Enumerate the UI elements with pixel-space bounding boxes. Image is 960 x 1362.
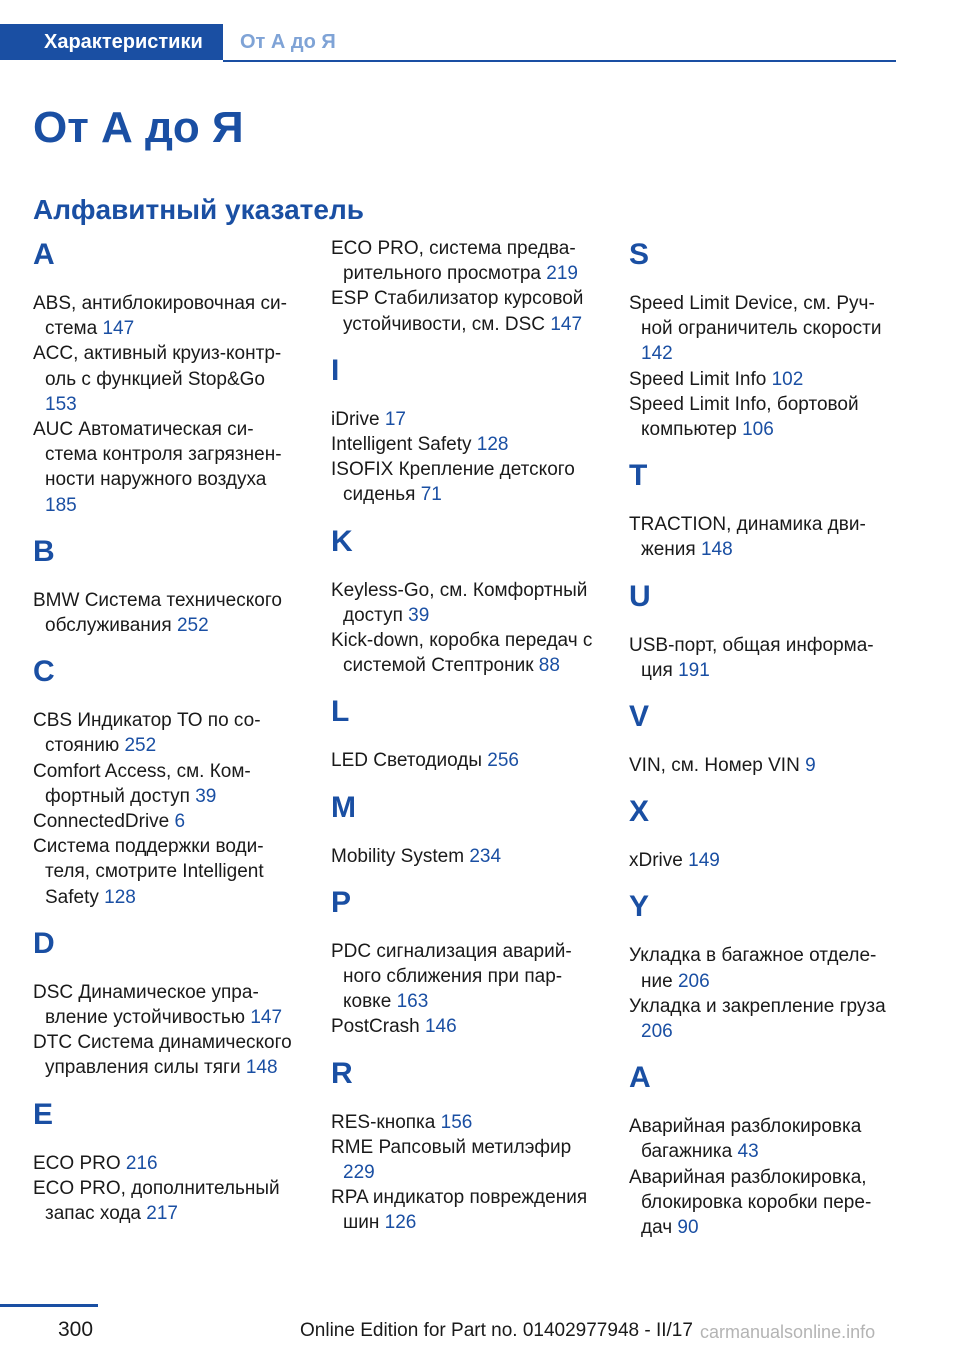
index-entry-text: DTC Система динамического управления силы тяги bbox=[33, 1032, 292, 1079]
page-reference-link[interactable]: 252 bbox=[176, 615, 209, 637]
index-entry bbox=[629, 753, 894, 778]
index-letter-heading: E bbox=[33, 1097, 54, 1131]
index-letter-heading: Y bbox=[629, 890, 650, 924]
page-number: 300 bbox=[58, 1318, 94, 1341]
index-letter-heading: D bbox=[33, 926, 55, 960]
index-entry bbox=[33, 417, 298, 518]
index-entry-text: LED Светодиоды bbox=[331, 750, 483, 772]
page-reference-link[interactable]: 206 bbox=[677, 970, 710, 992]
index-entry-text: ABS, антиблокировочная система bbox=[33, 293, 287, 340]
tab-current[interactable]: От А до Я bbox=[240, 31, 336, 53]
index-entry bbox=[629, 848, 894, 873]
index-letter-heading: C bbox=[33, 655, 55, 689]
page-reference-link[interactable]: 217 bbox=[146, 1203, 178, 1225]
index-entry-text: Speed Limit Info bbox=[629, 368, 767, 390]
index-entry bbox=[33, 708, 298, 758]
index-entry-text: Intelligent Safety bbox=[331, 434, 472, 456]
page-reference-link[interactable]: 128 bbox=[476, 434, 509, 456]
index-entry-text: Укладка в багажное отделение bbox=[629, 945, 877, 992]
watermark: carmanualsonline.info bbox=[700, 1322, 876, 1342]
page-reference-link[interactable]: 148 bbox=[245, 1057, 278, 1079]
page-reference-link[interactable]: 39 bbox=[195, 785, 217, 807]
page-reference-link[interactable]: 71 bbox=[420, 484, 442, 506]
index-column-2 bbox=[331, 236, 596, 1236]
index-entry bbox=[33, 341, 298, 417]
index-entry bbox=[331, 1110, 596, 1135]
index-entry bbox=[331, 432, 596, 457]
page-reference-link[interactable]: 149 bbox=[688, 850, 720, 872]
index-entry bbox=[33, 1151, 298, 1176]
index-entry-text: Keyless-Go, см. Комфортный доступ bbox=[331, 579, 588, 626]
index-letter-heading: V bbox=[629, 700, 650, 734]
index-entry-text: Mobility System bbox=[331, 845, 465, 867]
index-entry bbox=[331, 407, 596, 432]
index-entry-text: iDrive bbox=[331, 408, 380, 430]
index-entry-text: Comfort Access, см. Комфортный доступ bbox=[33, 760, 251, 807]
index-entry-text: TRACTION, динамика движения bbox=[629, 514, 866, 561]
page-reference-link[interactable]: 17 bbox=[384, 408, 406, 430]
page-title: От А до Я bbox=[33, 103, 244, 152]
index-entry bbox=[33, 1030, 298, 1080]
index-entry bbox=[33, 759, 298, 809]
index-letter-heading: А bbox=[629, 1061, 651, 1095]
page-reference-link[interactable]: 88 bbox=[538, 655, 560, 677]
page-reference-link[interactable]: 153 bbox=[45, 393, 77, 415]
index-letter-heading: S bbox=[629, 238, 650, 271]
index-entry-text: ISOFIX Крепление детского сиденья bbox=[331, 459, 575, 506]
page-reference-link[interactable]: 39 bbox=[408, 604, 430, 626]
page-reference-link[interactable]: 191 bbox=[678, 659, 710, 681]
index-letter-heading: P bbox=[331, 885, 352, 919]
edition-note: Online Edition for Part no. 01402977948 - II/17 bbox=[300, 1320, 693, 1341]
index-entry bbox=[33, 588, 298, 638]
index-entry bbox=[331, 748, 596, 773]
page-reference-link[interactable]: 206 bbox=[641, 1021, 673, 1043]
index-entry bbox=[629, 512, 894, 562]
index-entry-text: PostCrash bbox=[331, 1016, 420, 1038]
index-entry bbox=[629, 1114, 894, 1164]
page-reference-link[interactable]: 90 bbox=[677, 1217, 699, 1239]
index-entry-text: CBS Индикатор ТО по состоянию bbox=[33, 710, 261, 757]
page-reference-link[interactable]: 229 bbox=[343, 1162, 375, 1184]
index-entry-text: USB-порт, общая информация bbox=[629, 634, 874, 681]
page-reference-link[interactable]: 6 bbox=[174, 811, 186, 833]
index-entry bbox=[331, 286, 596, 336]
index-entry-text: Система поддержки водителя, смотрите Intelligent Safety bbox=[33, 836, 264, 908]
index-entry-text: Аварийная разблокировка, блокировка коробки передач bbox=[629, 1166, 872, 1239]
index-entry-text: ECO PRO bbox=[33, 1152, 121, 1174]
page-reference-link[interactable]: 147 bbox=[102, 318, 135, 340]
page-reference-link[interactable]: 256 bbox=[487, 750, 519, 772]
index-entry-text: AUC Автоматическая система контроля загрязненности наружного воздуха bbox=[33, 419, 282, 491]
page-reference-link[interactable]: 126 bbox=[384, 1212, 417, 1234]
index-entry-text: PDC сигнализация аварийного сближения при парковке bbox=[331, 940, 572, 1013]
index-entry bbox=[331, 1185, 596, 1235]
index-column-3 bbox=[629, 236, 894, 1240]
page-reference-link[interactable]: 219 bbox=[546, 263, 578, 285]
index-entry-text: Speed Limit Info, бортовой компьютер bbox=[629, 393, 859, 441]
index-entry bbox=[331, 1135, 596, 1185]
index-entry bbox=[33, 291, 298, 341]
index-letter-heading: T bbox=[629, 459, 648, 493]
index-entry bbox=[629, 1165, 894, 1241]
page-reference-link[interactable]: 163 bbox=[396, 991, 429, 1013]
index-entry-text: Speed Limit Device, см. Ручной ограничитель скорости bbox=[629, 293, 882, 340]
index-entry-text: ECO PRO, система предварительного просмотра bbox=[331, 238, 576, 285]
index-entry-text: RME Рапсовый метилэфир bbox=[331, 1136, 572, 1158]
page-reference-link[interactable]: 128 bbox=[104, 886, 136, 908]
index-entry bbox=[33, 809, 298, 834]
index-entry bbox=[629, 291, 894, 367]
index-letter-heading: A bbox=[33, 238, 55, 271]
index-entry bbox=[629, 994, 894, 1044]
index-letter-heading: I bbox=[331, 353, 340, 387]
index-entry bbox=[629, 392, 894, 442]
index-entry bbox=[331, 236, 596, 286]
index-entry-text: Укладка и закрепление груза bbox=[629, 995, 886, 1017]
page-reference-link[interactable]: 142 bbox=[641, 343, 673, 365]
index-entry bbox=[33, 834, 298, 910]
index-entry-text: Аварийная разблокировка багажника bbox=[629, 1116, 862, 1163]
index-letter-heading: B bbox=[33, 534, 55, 568]
index-column-1 bbox=[33, 236, 298, 1226]
index-letter-heading: K bbox=[331, 524, 353, 558]
index-letter-heading: X bbox=[629, 795, 650, 829]
index-entry bbox=[331, 1014, 596, 1039]
page-reference-link[interactable]: 102 bbox=[771, 368, 804, 390]
index-entry bbox=[33, 1176, 298, 1226]
page-subtitle: Алфавитный указатель bbox=[33, 194, 364, 225]
tab-section[interactable]: Характеристики bbox=[0, 24, 223, 60]
index-entry-text: DSC Динамическое управление устойчивостью bbox=[33, 981, 259, 1029]
index-entry bbox=[331, 844, 596, 869]
index-entry-text: RPA индикатор повреждения шин bbox=[331, 1187, 588, 1234]
index-entry bbox=[629, 633, 894, 683]
index-letter-heading: L bbox=[331, 695, 350, 729]
index-entry bbox=[629, 943, 894, 993]
index-entry-text: ESP Стабилизатор курсовой устойчивости, см. DSC bbox=[331, 288, 584, 335]
page-reference-link[interactable]: 43 bbox=[737, 1141, 759, 1163]
index-letter-heading: U bbox=[629, 579, 651, 613]
index-entry-text: BMW Система технического обслуживания bbox=[33, 589, 282, 637]
index-entry-text: ACC, активный круиз-контроль с функцией Stop&Go bbox=[33, 343, 282, 390]
page-reference-link[interactable]: 156 bbox=[440, 1111, 473, 1133]
page-reference-link[interactable]: 148 bbox=[700, 539, 733, 561]
header-divider bbox=[223, 60, 896, 62]
index-entry-text: xDrive bbox=[629, 850, 683, 872]
index-letter-heading: M bbox=[331, 790, 356, 824]
index-entry bbox=[331, 939, 596, 1015]
index-entry bbox=[33, 980, 298, 1030]
index-entry-text: RES-кнопка bbox=[331, 1111, 436, 1133]
page-reference-link[interactable]: 9 bbox=[805, 755, 816, 777]
index-letter-heading: R bbox=[331, 1056, 353, 1090]
index-entry-text: Kick-down, коробка передач с системой Стептроник bbox=[331, 630, 593, 677]
index-entry bbox=[629, 367, 894, 392]
footer-divider bbox=[0, 1304, 98, 1307]
page-reference-link[interactable]: 106 bbox=[742, 419, 774, 441]
index-entry-text: VIN, см. Номер VIN bbox=[629, 755, 800, 777]
index-entry bbox=[331, 628, 596, 678]
page-reference-link[interactable]: 185 bbox=[45, 494, 77, 516]
page-reference-link[interactable]: 147 bbox=[550, 313, 583, 335]
index-entry-text: ECO PRO, дополнительный запас хода bbox=[33, 1177, 280, 1225]
page-reference-link[interactable]: 216 bbox=[125, 1152, 158, 1174]
page-reference-link[interactable]: 234 bbox=[469, 845, 502, 867]
index-entry-text: ConnectedDrive bbox=[33, 811, 170, 833]
index-entry bbox=[331, 578, 596, 628]
page-reference-link[interactable]: 146 bbox=[424, 1016, 457, 1038]
index-entry bbox=[331, 457, 596, 507]
page-reference-link[interactable]: 252 bbox=[124, 735, 157, 757]
header-bar bbox=[0, 24, 896, 62]
page-reference-link[interactable]: 147 bbox=[250, 1007, 283, 1029]
